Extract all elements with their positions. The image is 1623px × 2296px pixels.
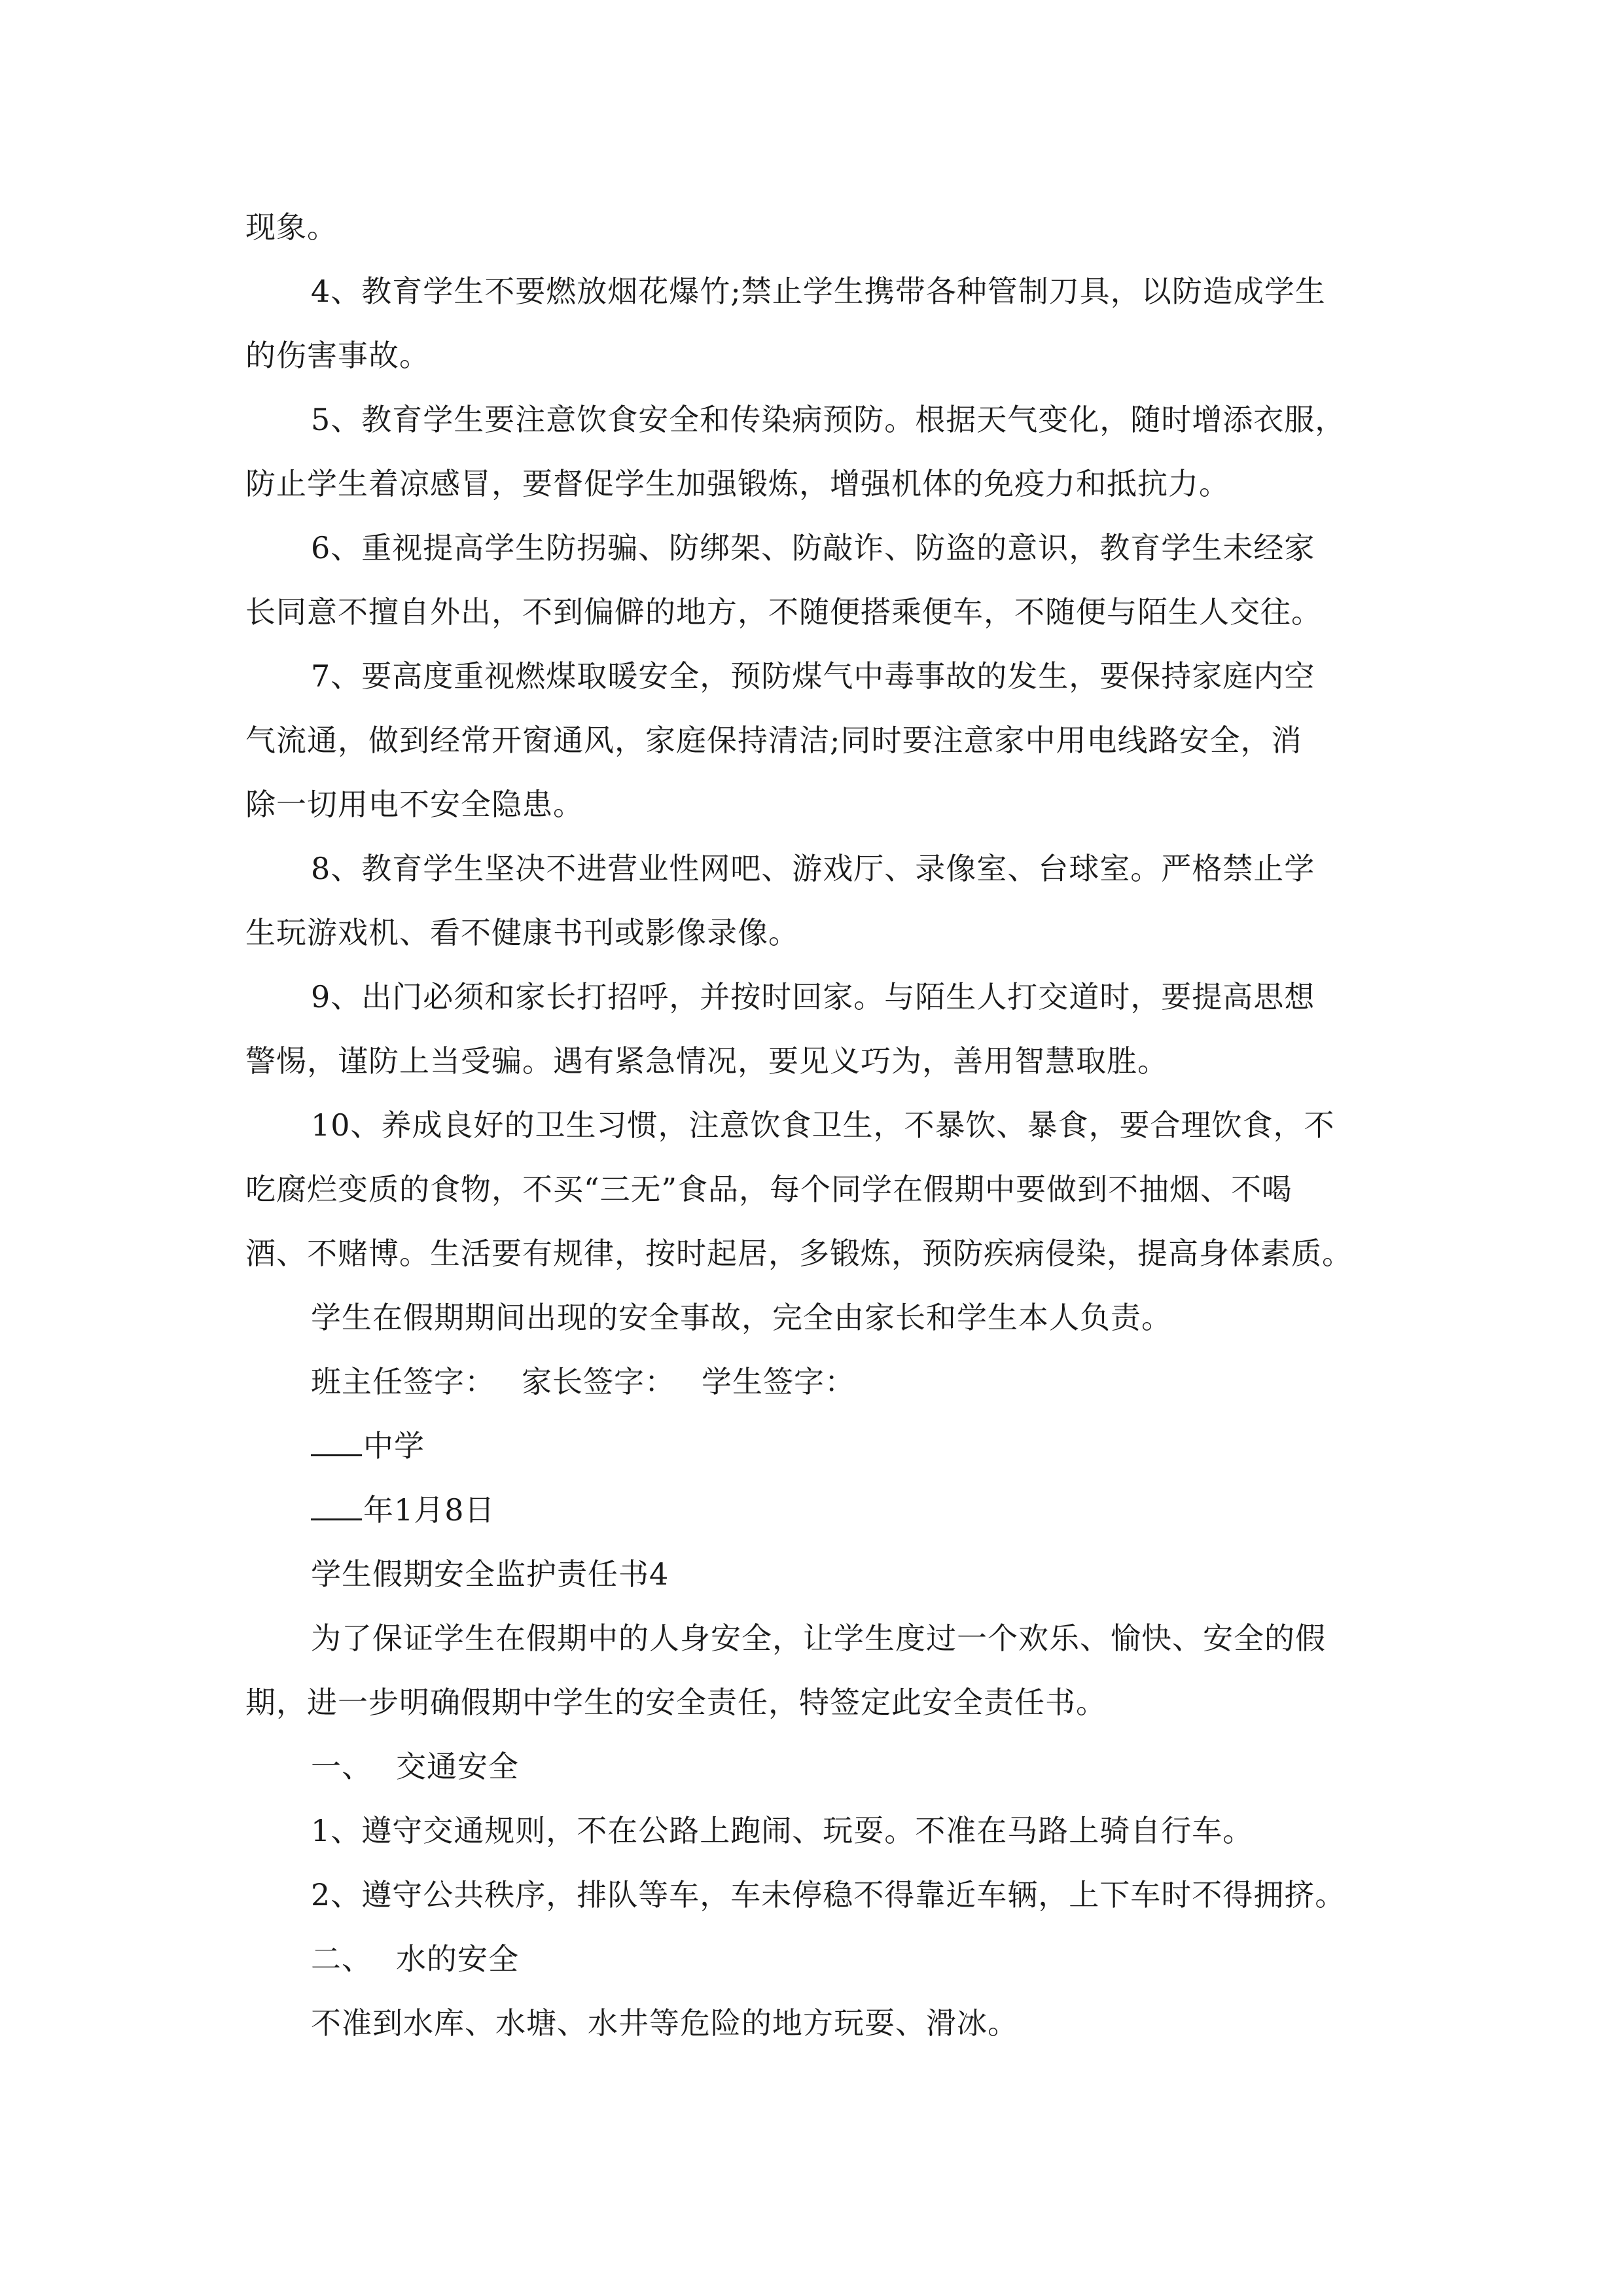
heading-title: 交通安全 — [396, 1749, 519, 1784]
text-line: 酒、不赌博。生活要有规律，按时起居，多锻炼，预防疾病侵染，提高身体素质。 — [245, 1236, 1353, 1271]
text-line: 警惕，谨防上当受骗。遇有紧急情况，要见义巧为，善用智慧取胜。 — [245, 1043, 1168, 1079]
heading-traffic — [245, 1734, 1397, 1799]
heading-title: 水的安全 — [396, 1941, 519, 1977]
text-line: 吃腐烂变质的食物，不买“三无”食品，每个同学在假期中要做到不抽烟、不喝 — [245, 1172, 1293, 1207]
text-line: 的伤害事故。 — [245, 338, 430, 373]
document-body — [245, 195, 1397, 2055]
traffic-item: 2、遵守公共秩序，排队等车，车未停稳不得靠近车辆，上下车时不得拥挤。 — [311, 1877, 1346, 1912]
text-line: 4、教育学生不要燃放烟花爆竹;禁止学生携带各种管制刀具，以防造成学生 — [311, 274, 1326, 309]
school-line — [245, 1414, 1397, 1478]
student-signature-label: 学生签字： — [702, 1364, 855, 1399]
signature-line — [245, 1350, 1397, 1414]
intro-line: 期，进一步明确假期中学生的安全责任，特签定此安全责任书。 — [245, 1685, 1107, 1720]
heading-number: 二、 — [311, 1941, 372, 1977]
text-line: 气流通，做到经常开窗通风，家庭保持清洁;同时要注意家中用电线路安全，消 — [245, 723, 1302, 758]
year-blank — [311, 1492, 362, 1520]
date-suffix: 年1月8日 — [363, 1492, 495, 1528]
text-line: 现象。 — [245, 209, 338, 245]
traffic-item: 1、遵守交通规则，不在公路上跑闹、玩耍。不准在马路上骑自行车。 — [311, 1813, 1254, 1848]
text-line: 防止学生着凉感冒，要督促学生加强锻炼，增强机体的免疫力和抵抗力。 — [245, 466, 1230, 501]
parent-signature-label: 家长签字： — [522, 1364, 675, 1399]
date-line — [245, 1478, 1397, 1542]
text-line: 5、教育学生要注意饮食安全和传染病预防。根据天气变化，随时增添衣服， — [311, 402, 1346, 437]
text-line: 6、重视提高学生防拐骗、防绑架、防敲诈、防盗的意识，教育学生未经家 — [311, 530, 1315, 565]
text-line: 除一切用电不安全隐患。 — [245, 787, 584, 822]
text-line: 学生在假期期间出现的安全事故，完全由家长和学生本人负责。 — [311, 1300, 1172, 1335]
text-line: 生玩游戏机、看不健康书刊或影像录像。 — [245, 915, 799, 950]
intro-line: 为了保证学生在假期中的人身安全，让学生度过一个欢乐、愉快、安全的假 — [311, 1621, 1326, 1656]
text-line: 8、教育学生坚决不进营业性网吧、游戏厅、录像室、台球室。严格禁止学 — [311, 851, 1315, 886]
text-line: 9、出门必须和家长打招呼，并按时回家。与陌生人打交道时，要提高思想 — [311, 979, 1315, 1014]
heading-water — [245, 1927, 1397, 1991]
teacher-signature-label: 班主任签字： — [311, 1364, 495, 1399]
heading-number: 一、 — [311, 1749, 372, 1784]
school-name-blank — [311, 1428, 362, 1456]
text-line: 长同意不擅自外出，不到偏僻的地方，不随便搭乘便车，不随便与陌生人交往。 — [245, 594, 1322, 630]
school-suffix: 中学 — [363, 1428, 425, 1463]
section-title: 学生假期安全监护责任书4 — [311, 1556, 669, 1592]
text-line: 7、要高度重视燃煤取暖安全，预防煤气中毒事故的发生，要保持家庭内空 — [311, 658, 1315, 694]
text-line: 10、养成良好的卫生习惯，注意饮食卫生，不暴饮、暴食，要合理饮食，不 — [311, 1107, 1335, 1143]
water-item: 不准到水库、水塘、水井等危险的地方玩耍、滑冰。 — [311, 2005, 1018, 2041]
